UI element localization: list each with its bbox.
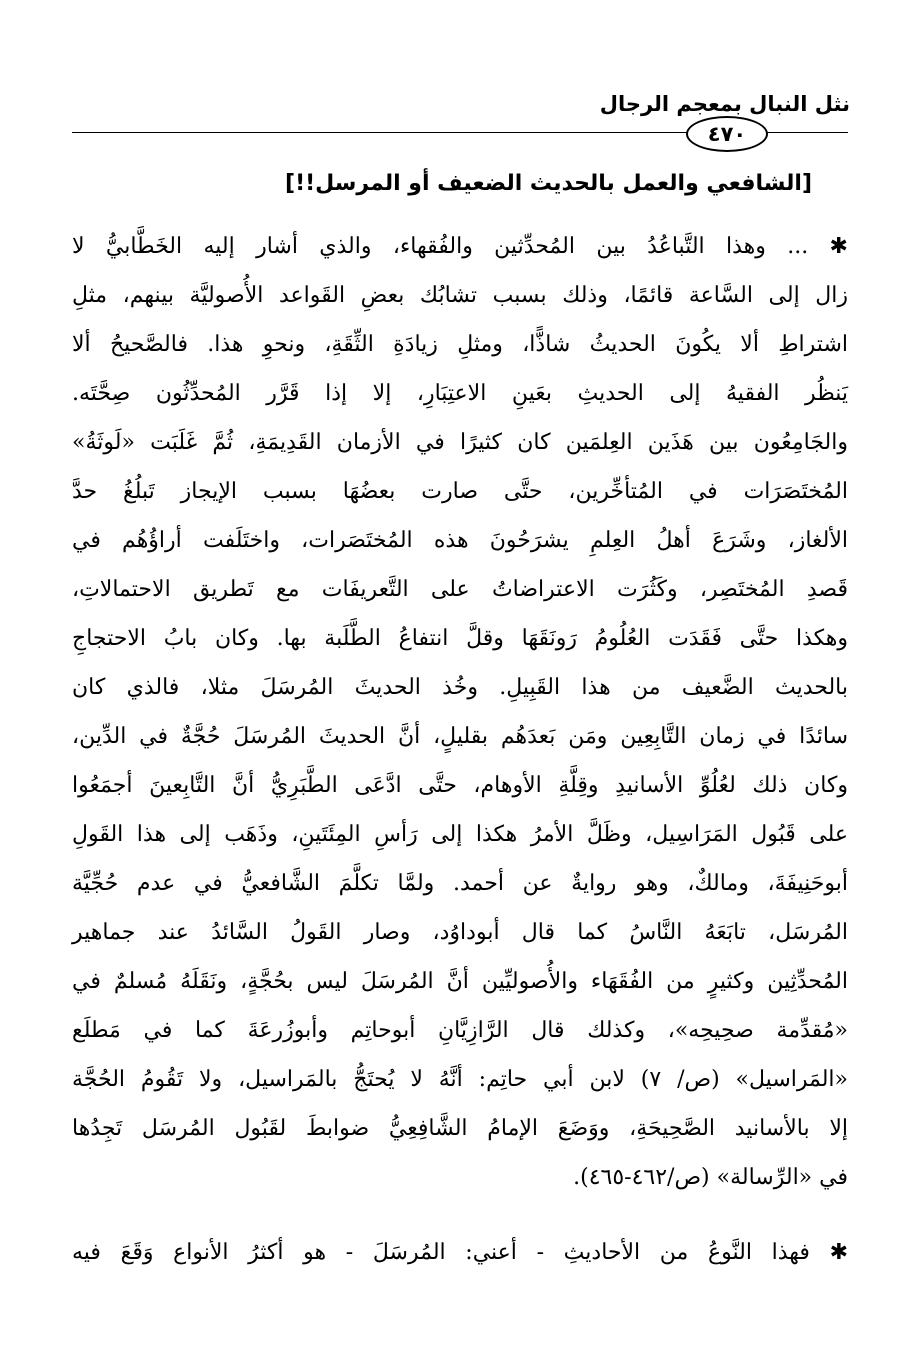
book-title: نثل النبال بمعجم الرجال [599, 92, 850, 116]
text-line: إلا بالأسانيد الصَّحِيحَةِ، ووَضَعَ الإمامُ الشَّافِعِيُّ ضوابطَ لقَبُول المُرسَل تَجِدُها [72, 1116, 848, 1141]
section-heading: [الشافعي والعمل بالحديث الضعيف أو المرسل!!] [285, 171, 812, 196]
text-line: وهكذا حتَّى فَقَدَت العُلُومُ رَونَقَهَا وقلَّ انتفاعُ الطَّلَبة بها. وكان بابُ الاحتجاجِ [72, 626, 848, 651]
text-line: بالحديث الضَّعيف من هذا القَبِيلِ. وخُذ الحديثَ المُرسَلَ مثلا، فالذي كان [72, 675, 848, 700]
text-line: المُختَصَرَات في المُتأخِّرين، حتَّى صارت بعضُهَا بسبب الإيجاز تَبلُغُ حدَّ [72, 479, 848, 504]
text-line: ✱ ... وهذا التَّباعُدُ بين المُحدِّثين والفُقهاء، والذي أشار إليه الخَطَّابيُّ لا [72, 234, 848, 259]
text-line: وكان ذلك لعُلُوِّ الأسانيدِ وقِلَّةِ الأوهام، حتَّى ادَّعَى الطَّبَرِيُّ أنَّ التَّابِعينَ أجمَعُوا [72, 773, 848, 798]
text-line: «مُقدِّمة صحِيحِه»، وكذلك قال الرَّازِيَّانِ أبوحاتِم وأبوزُرعَةَ كما في مَطلَع [72, 1018, 848, 1043]
text-line: سائدًا في زمان التَّابِعِين ومَن بَعدَهُم بقليلٍ، أنَّ الحديثَ المُرسَلَ حُجَّةٌ في الدِّين، [72, 724, 848, 749]
paragraph-1 [72, 222, 848, 1202]
page-number: ٤٧٠ [686, 116, 768, 152]
text-line: ✱ فهذا النَّوعُ من الأحاديثِ - أعني: المُرسَلَ - هو أكثرُ الأنواع وَقَعَ فيه [72, 1240, 848, 1265]
text-line: زال إلى السَّاعة قائمًا، وذلك بسبب تشابُك بعضِ القَواعد الأُصوليَّة بينهم، مثلِ [72, 283, 848, 308]
text-line: المُحدِّثِين وكثيرٍ من الفُقَهَاء والأُصوليِّين أنَّ المُرسَلَ ليس بحُجَّةٍ، ونَقَلَهُ مُسلمٌ في [72, 969, 848, 994]
text-line: «المَراسيل» (ص/ ٧) لابن أبي حاتِم: أنَّهُ لا يُحتَجُّ بالمَراسيل، ولا تَقُومُ الحُجَّة [72, 1067, 848, 1092]
text-line: يَنظُر الفقيهُ إلى الحديثِ بعَينِ الاعتِبَارِ، إلا إذا قَرَّر المُحدِّثُون صِحَّتَه. [72, 381, 848, 406]
text-line: اشتراطِ ألا يكُونَ الحديثُ شاذًّا، ومثلِ زيادَةِ الثِّقَةِ، ونحوِ هذا. فالصَّحيحُ ألا [72, 332, 848, 357]
text-line: الألغاز، وشَرَعَ أهلُ العِلمِ يشرَحُونَ هذه المُختَصَرات، واختَلَفت أراؤُهُم في [72, 528, 848, 553]
text-line: أبوحَنِيفَةَ، ومالكٌ، وهو روايةٌ عن أحمد. ولمَّا تكلَّمَ الشَّافعيُّ في عدم حُجِّيَّة [72, 871, 848, 896]
text-line: المُرسَل، تابَعَهُ النَّاسُ كما قال أبوداوُد، وصار القَولُ السَّائدُ عند جماهير [72, 920, 848, 945]
text-line: والجَامِعُون بين هَذَين العِلمَين كان كثيرًا في الأزمان القَدِيمَةِ، ثُمَّ غَلَبَت «لَوثَةُ» [72, 430, 848, 455]
text-line: قَصدِ المُختَصِر، وكَثُرَت الاعتراضاتُ على التَّعريفَات مع تَطريق الاحتمالاتِ، [72, 577, 848, 602]
text-line: على قَبُول المَرَاسِيل، وظَلَّ الأمرُ هكذا إلى رَأسِ المِئَتَينِ، وذَهَب إلى هذا القَولِ [72, 822, 848, 847]
paragraph-2 [72, 1228, 848, 1277]
text-line: في «الرِّسالة» (ص/٤٦٢-٤٦٥). [573, 1165, 848, 1190]
